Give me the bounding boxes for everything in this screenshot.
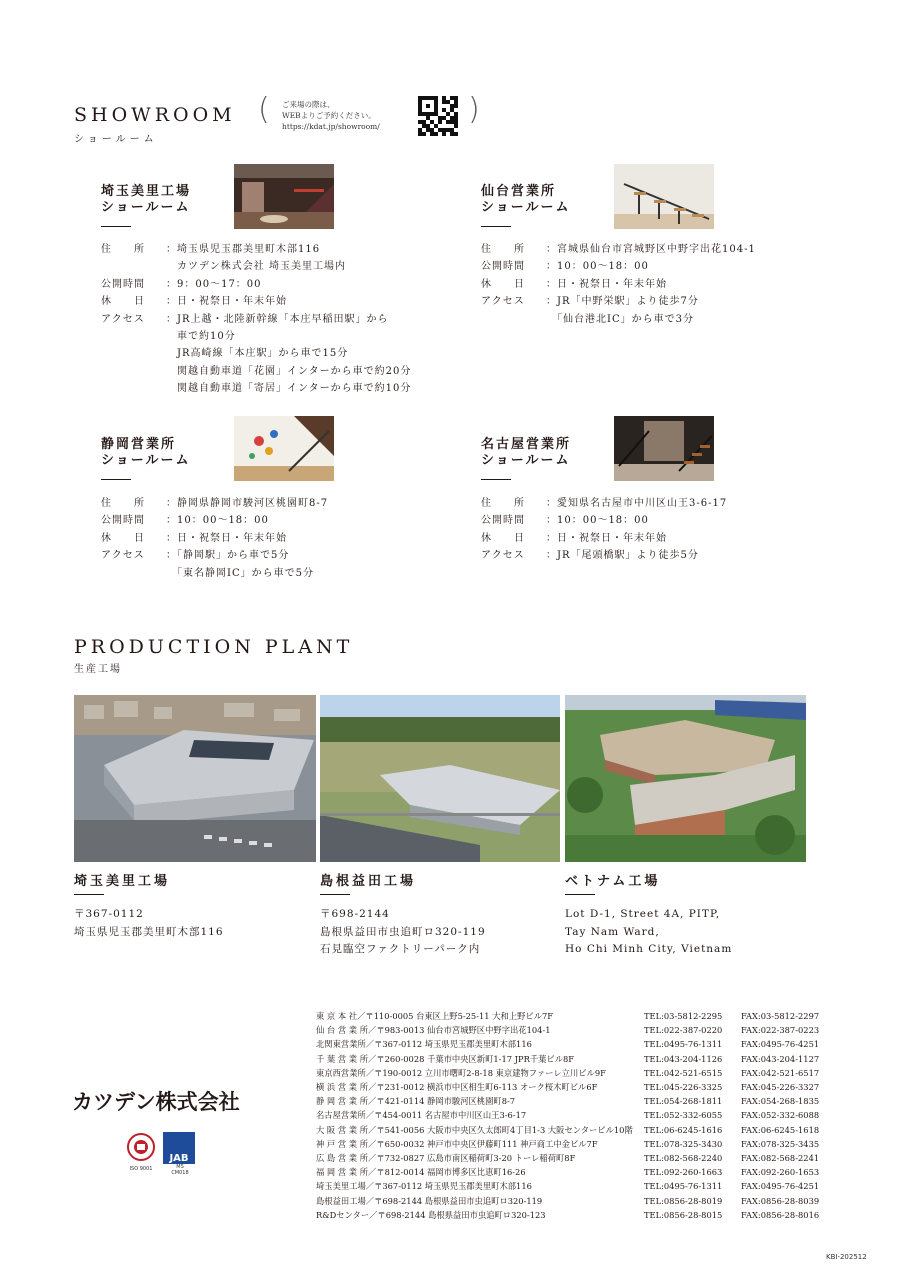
plant-title: PRODUCTION PLANT xyxy=(74,636,354,658)
office-tel[interactable]: TEL:082-568-2240 xyxy=(644,1153,723,1164)
plant-shimane-address: 〒698-2144 島根県益田市虫追町ロ320-119 石見臨空ファクトリーパーク内 xyxy=(320,908,486,955)
plant-vietnam-photo xyxy=(565,695,806,862)
showroom-nagoya-title: 名古屋営業所 ショールーム xyxy=(481,437,572,468)
office-tel[interactable]: TEL:022-387-0220 xyxy=(644,1025,723,1036)
showroom-sendai-photo xyxy=(614,164,714,229)
divider xyxy=(320,894,350,895)
office-tel[interactable]: TEL:054-268-1811 xyxy=(644,1096,723,1107)
office-address: 横 浜 営 業 所／〒231-0012 横浜市中区相生町6-113 オーク桜木町ビル6F xyxy=(316,1082,598,1093)
office-tel[interactable]: TEL:052-332-6055 xyxy=(644,1110,723,1121)
showroom-url[interactable]: https://kdat.jp/showroom/ xyxy=(282,122,380,131)
showroom-shizuoka-info: 住 所 ：静岡県静岡市駿河区桃園町8-7 公開時間 ：10：00～18：00 休 日 ：日・祝祭日・年末年始 アクセス ：「静岡駅」から車で5分 「東名静岡IC」から車で5分 xyxy=(101,498,329,579)
divider xyxy=(101,226,131,227)
plant-saitama-address: 〒367-0112 埼玉県児玉郡美里町木部116 xyxy=(74,908,224,938)
office-tel[interactable]: TEL:0856-28-8019 xyxy=(644,1195,723,1206)
office-address: 静 岡 営 業 所／〒421-0114 静岡市駿河区桃園町8-7 xyxy=(316,1096,516,1107)
showroom-sendai-info: 住 所 ：宮城県仙台市宮城野区中野字出花104-1 公開時間 ：10：00～18：00 休 日 ：日・祝祭日・年末年始 アクセス ：JR「中野栄駅」より徒歩7分 「仙台港北IC」から車で3分 xyxy=(481,244,756,325)
office-fax: FAX:03-5812-2297 xyxy=(741,1011,820,1021)
office-address: 福 岡 営 業 所／〒812-0014 福岡市博多区比恵町16-26 xyxy=(316,1167,526,1178)
showroom-nagoya-photo xyxy=(614,416,714,481)
office-list xyxy=(316,1009,633,1222)
office-fax: FAX:082-568-2241 xyxy=(741,1153,820,1164)
office-address: 島根益田工場／〒698-2144 島根県益田市虫追町ロ320-119 xyxy=(316,1195,543,1206)
showroom-saitama-info: 住 所 ：埼玉県児玉郡美里町木部116 カツデン株式会社 埼玉美里工場内 公開時間 ：9：00～17：00 休 日 ：日・祝祭日・年末年始 アクセス ：JR上越・北陸新幹線「本庄早稲田駅」から 車で約10分 JR高崎線「本庄駅」から車で15分 関越自動車道「花園」インターから車で約20分 関越自動車道「寄居」インターから車で約10分 xyxy=(101,244,412,395)
showroom-sendai-title: 仙台営業所 ショールーム xyxy=(481,184,571,215)
office-tel[interactable]: TEL:043-204-1126 xyxy=(644,1053,723,1064)
office-fax: FAX:052-332-6088 xyxy=(741,1110,820,1121)
office-tel[interactable]: TEL:0495-76-1311 xyxy=(644,1039,723,1050)
iso-cert-badge: ISO 9001 xyxy=(124,1132,158,1172)
office-address: 千 葉 営 業 所／〒260-0028 千葉市中央区新町1-17 JPR千葉ビル8F xyxy=(316,1053,575,1064)
reservation-note: ご来場の際は、 WEBよりご予約ください。 https://kdat.jp/showroom/ xyxy=(282,100,380,131)
showroom-title: SHOWROOM xyxy=(74,104,236,126)
plant-shimane-photo xyxy=(320,695,560,862)
qr-code-icon[interactable] xyxy=(418,96,458,136)
paren-close: ) xyxy=(468,92,480,127)
office-fax: FAX:045-226-3327 xyxy=(741,1082,820,1093)
office-tel[interactable]: TEL:078-325-3430 xyxy=(644,1138,723,1149)
divider xyxy=(481,479,511,480)
plant-vietnam-address: Lot D-1, Street 4A, PITP, Tay Nam Ward, Ho Chi Minh City, Vietnam xyxy=(565,908,733,955)
document-code: KBI-202512 xyxy=(826,1253,867,1261)
office-address: 大 阪 営 業 所／〒541-0056 大阪市中央区久太郎町4丁目1-3 大阪センタービル10階 xyxy=(316,1124,633,1135)
office-tel-list xyxy=(644,1009,722,1222)
jab-logo-icon: JAB xyxy=(163,1132,195,1164)
plant-shimane-name: 島根益田工場 xyxy=(320,874,417,889)
office-fax: FAX:0495-76-4251 xyxy=(741,1039,820,1050)
plant-saitama-photo xyxy=(74,695,316,862)
office-tel[interactable]: TEL:0856-28-8015 xyxy=(644,1209,723,1220)
office-address: 北関東営業所／〒367-0112 埼玉県児玉郡美里町木部116 xyxy=(316,1039,532,1050)
office-fax: FAX:0856-28-8016 xyxy=(741,1209,820,1220)
office-fax: FAX:078-325-3435 xyxy=(741,1138,820,1149)
company-logo: カツデン株式会社 xyxy=(72,1090,240,1114)
divider xyxy=(101,479,131,480)
showroom-saitama-photo xyxy=(234,164,334,229)
office-address: 名古屋営業所／〒454-0011 名古屋市中川区山王3-6-17 xyxy=(316,1110,527,1121)
plant-subtitle: 生産工場 xyxy=(74,664,122,675)
plant-saitama-name: 埼玉美里工場 xyxy=(74,874,171,889)
office-address: R&Dセンター／〒698-2144 島根県益田市虫追町ロ320-123 xyxy=(316,1209,546,1220)
paren-open: ( xyxy=(258,92,270,127)
office-fax: FAX:0856-28-8039 xyxy=(741,1195,820,1206)
office-fax: FAX:043-204-1127 xyxy=(741,1053,820,1064)
divider xyxy=(481,226,511,227)
office-fax: FAX:0495-76-4251 xyxy=(741,1181,820,1192)
showroom-saitama-title: 埼玉美里工場 ショールーム xyxy=(101,184,192,215)
office-fax: FAX:092-260-1653 xyxy=(741,1167,820,1178)
office-tel[interactable]: TEL:045-226-3325 xyxy=(644,1082,723,1093)
showroom-nagoya-info: 住 所 ：愛知県名古屋市中川区山王3-6-17 公開時間 ：10：00～18：00 休 日 ：日・祝祭日・年末年始 アクセス ：JR「尾頭橋駅」より徒歩5分 xyxy=(481,498,728,562)
showroom-subtitle: ショールーム xyxy=(74,134,158,145)
plant-vietnam-name: ベトナム工場 xyxy=(565,874,661,889)
divider xyxy=(565,894,595,895)
office-tel[interactable]: TEL:06-6245-1616 xyxy=(644,1124,723,1135)
showroom-shizuoka-title: 静岡営業所 ショールーム xyxy=(101,437,191,468)
office-address: 東 京 本 社／〒110-0005 台東区上野5-25-11 大和上野ビル7F xyxy=(316,1011,554,1021)
jab-cert-badge: JAB MS CM018 xyxy=(163,1132,197,1176)
office-tel[interactable]: TEL:042-521-6515 xyxy=(644,1067,723,1078)
office-address: 仙 台 営 業 所／〒983-0013 仙台市宮城野区中野字出花104-1 xyxy=(316,1025,551,1036)
office-fax: FAX:022-387-0223 xyxy=(741,1025,820,1036)
iso-cert-icon xyxy=(126,1132,156,1162)
office-address: 広 島 営 業 所／〒732-0827 広島市南区稲荷町3-20 トーレ稲荷町8F xyxy=(316,1153,576,1164)
office-fax: FAX:042-521-6517 xyxy=(741,1067,820,1078)
office-address: 神 戸 営 業 所／〒650-0032 神戸市中央区伊藤町111 神戸商工中金ビル7F xyxy=(316,1138,598,1149)
divider xyxy=(74,894,104,895)
showroom-shizuoka-photo xyxy=(234,416,334,481)
office-fax: FAX:06-6245-1618 xyxy=(741,1124,820,1135)
office-tel[interactable]: TEL:0495-76-1311 xyxy=(644,1181,723,1192)
office-address: 東京西営業所／〒190-0012 立川市曙町2-8-18 東京建物ファーレ立川ビル9F xyxy=(316,1067,606,1078)
office-tel[interactable]: TEL:03-5812-2295 xyxy=(644,1011,723,1021)
office-tel[interactable]: TEL:092-260-1663 xyxy=(644,1167,723,1178)
office-fax-list xyxy=(741,1009,819,1222)
office-fax: FAX:054-268-1835 xyxy=(741,1096,820,1107)
office-address: 埼玉美里工場／〒367-0112 埼玉県児玉郡美里町木部116 xyxy=(316,1181,532,1192)
